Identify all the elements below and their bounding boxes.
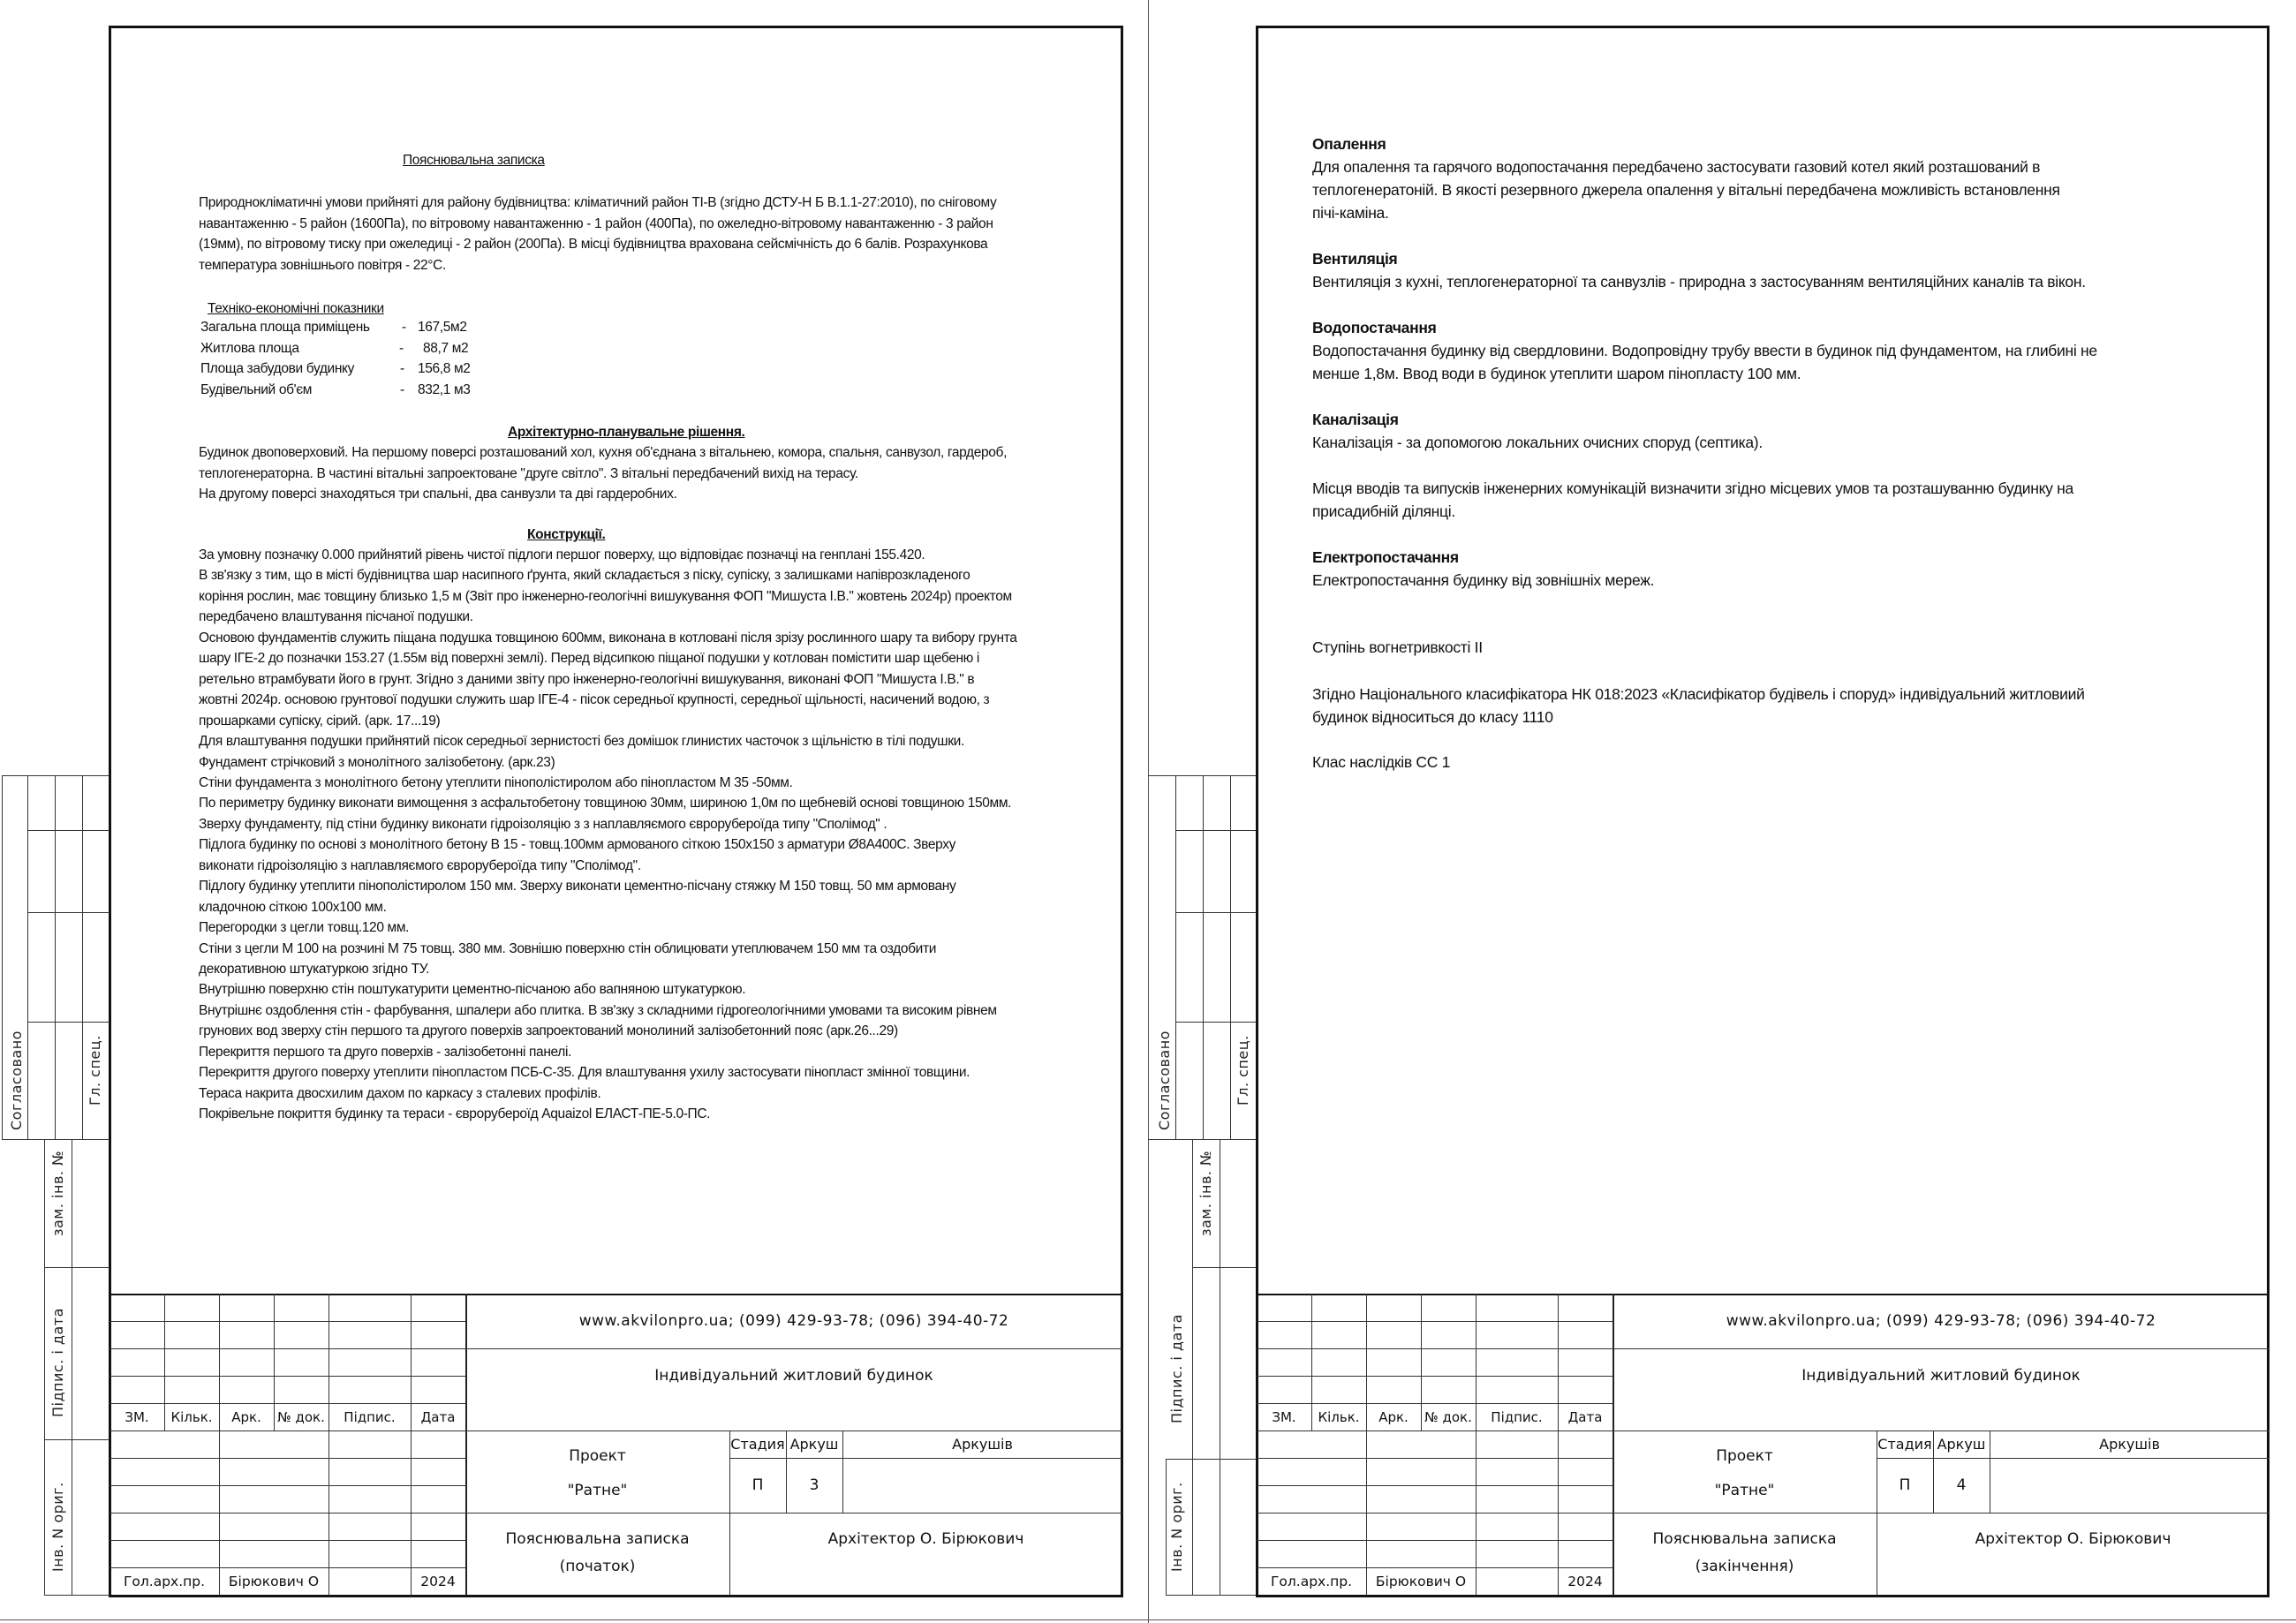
- project-label: Проект: [1716, 1447, 1773, 1466]
- section-title: Вентиляція: [1312, 250, 1398, 268]
- grid-line: [110, 1321, 465, 1322]
- grid-line: [1257, 1513, 1612, 1514]
- text-line: Зверху фундаменту, під стіни будинку виконати гідроізоляцію з з наплавляємого єврорубероїда типу "Сполімод" .: [199, 816, 887, 832]
- project-name: "Ратне": [567, 1482, 628, 1500]
- text-line: Внутрішнє оздоблення стін - фарбування, шпалери або плитка. В зв'зку з складними гідрогеологічними умовами та високим рівнем: [199, 1002, 997, 1018]
- stage-header: Стадия: [730, 1436, 785, 1453]
- text-line: Перегородки з цегли товщ.120 мм.: [199, 920, 410, 936]
- grid-line: [1612, 1513, 2270, 1514]
- text-line: декоративною штукатуркою згідно ТУ.: [199, 962, 430, 977]
- text-line: навантаженню - 5 район (1600Па), по вітровому навантаженню - 1 район (400Па), по ожеледно-вітровому навантаженню - 3 район: [199, 215, 993, 231]
- year-cell: 2024: [420, 1574, 456, 1589]
- grid-line: [1257, 1458, 1612, 1459]
- agreed-label: Согласовано: [1156, 1030, 1173, 1130]
- text-line: Для влаштування подушки прийнятий пісок середньої зернистості без домішок глинистих часточок з щільністю в тілі подушки.: [199, 734, 964, 750]
- text-line: В зв'язку з тим, що в місті будівництва шар насипного ґрунта, який складається з піску, супіску, з залишками напіврозкладеного: [199, 568, 971, 584]
- text-line: теплогенераторна. В частині вітальні запроектоване "друге світло". З вітальні передбачений вихід на терасу.: [199, 465, 858, 481]
- text-line: Для опалення та гарячого водопостачання передбачено застосувати газовий котел який розташований в: [1312, 158, 2041, 176]
- text-line: коріння рослин, має товщину близько 1,5 м (Звіт про інженерно-геологічні вишукування ФОП "Мишуста І.В." жовтень 2024р) проектом: [199, 588, 1012, 604]
- sheet-value: 3: [809, 1476, 819, 1494]
- bottom-edge: [0, 1619, 2296, 1620]
- project-label: Проект: [569, 1447, 626, 1466]
- page-divider: [1148, 0, 1149, 1623]
- text-line: Водопостачання будинку від свердловини. Водопровідну трубу ввести в будинок під фундаментом, на глибині не: [1312, 342, 2097, 359]
- object-name: Індивідуальний житловий будинок: [1801, 1367, 2081, 1385]
- grid-line: [110, 1485, 465, 1486]
- text-line: Покрівельне покриття будинку та тераси - єврорубероїд Aquaizol ЕЛАСТ-ПЕ-5.0-ПС.: [199, 1106, 711, 1122]
- sheets-value: [842, 1458, 1122, 1513]
- stage-value: П: [751, 1476, 764, 1494]
- object-name: Індивідуальний житловий будинок: [654, 1367, 933, 1385]
- text-line: Стіни фундамента з монолітного бетону утеплити пінополістиролом або пінопластом М 35 -50мм.: [199, 774, 793, 790]
- arch-section-title: Архітектурно-планувальне рішення.: [508, 425, 745, 440]
- name-cell: Бірюкович О: [1375, 1574, 1467, 1589]
- grid-line: [1257, 1540, 1612, 1541]
- sheet-value: 4: [1956, 1476, 1967, 1494]
- role-cell: Гол.арх.пр.: [123, 1574, 206, 1589]
- text-line: будинок відноситься до класу 1110: [1312, 708, 1553, 726]
- contacts-text: www.akvilonpro.ua; (099) 429-93-78; (096) 394-40-72: [1726, 1312, 2156, 1330]
- text-line: прошарками супіску, сірий. (арк. 17...19): [199, 713, 441, 728]
- sign-date-label: Підпис. і дата: [1168, 1314, 1185, 1423]
- text-line: виконати гідроізоляцію з наплавляємого єврорубероїда типу "Сполімод".: [199, 857, 641, 873]
- sheet-header: Аркуш: [789, 1436, 839, 1453]
- replaced-inv-label: зам. інв. №: [1197, 1150, 1214, 1236]
- column-header: Арк.: [231, 1408, 261, 1425]
- doc-title: Пояснювальна записка: [505, 1529, 690, 1548]
- doc-title: Пояснювальна записка: [1652, 1529, 1837, 1548]
- fire-resistance: Ступінь вогнетривкості II: [1312, 638, 1483, 656]
- page-title: Пояснювальна записка: [403, 153, 545, 168]
- grid-line: [1257, 1321, 1612, 1322]
- text-line: менше 1,8м. Ввод води в будинок утеплити шаром пінопласту 100 мм.: [1312, 365, 1801, 382]
- grid-line: [1558, 1294, 1559, 1596]
- text-line: Місця вводів та випусків інженерних комунікацій визначити згідно місцевих умов та розташуванню будинку на: [1312, 479, 2073, 497]
- contacts-text: www.akvilonpro.ua; (099) 429-93-78; (096) 394-40-72: [578, 1312, 1009, 1330]
- grid-line: [110, 1513, 465, 1514]
- grid-line: [1476, 1294, 1477, 1596]
- grid-line: [1257, 1485, 1612, 1486]
- section-title: Водопостачання: [1312, 319, 1437, 336]
- text-line: За умовну позначку 0.000 прийнятий рівень чистої підлоги першог поверху, що відповідає позначці на генплані 155.420.: [199, 547, 925, 562]
- section-title: Каналізація: [1312, 411, 1399, 428]
- text-line: шару ІГЕ-2 до позначки 153.27 (1.55м від поверхні землі). Перед відсипкою піщаної подушки у котлован помістити шар щебеню і: [199, 651, 979, 667]
- author-name: Архітектор О. Бірюкович: [827, 1529, 1024, 1548]
- text-line: Перекриття першого та друго поверхів - залізобетонні панелі.: [199, 1044, 572, 1060]
- section-title: Опалення: [1312, 135, 1386, 153]
- grid-line: [219, 1294, 220, 1596]
- chief-spec-label: Гл. спец.: [1235, 1035, 1251, 1106]
- grid-line: [1366, 1294, 1367, 1596]
- text-line: Стіни з цегли М 100 на розчині М 75 товщ. 380 мм. Зовнішю поверхню стін облицювати утеплювачем 150 мм та оздобити: [199, 940, 937, 956]
- indicator-row: Площа забудови будинку - 156,8 м2: [200, 361, 471, 376]
- grid-line: [110, 1458, 465, 1459]
- column-header: Кільк.: [1318, 1408, 1360, 1425]
- chief-spec-label: Гл. спец.: [87, 1035, 103, 1106]
- column-header: ЗМ.: [125, 1408, 149, 1425]
- text-line: грунових вод зверху стін першого та другого поверхів запроектований монолиний залізобетонний пояс (арк.26...29): [199, 1023, 898, 1039]
- role-cell: Гол.арх.пр.: [1270, 1574, 1353, 1589]
- text-line: Каналізація - за допомогою локальних очисних споруд (септика).: [1312, 434, 1763, 451]
- grid-line: [1257, 1376, 1612, 1377]
- text-line: (19мм), по вітровому тиску при ожеледиці - 2 район (200Па). В місці будівництва врахована сейсмічність до 6 балів. Розрахункова: [199, 237, 988, 252]
- column-header: Дата: [420, 1408, 456, 1425]
- text-line: Перекриття другого поверху утеплити пінопластом ПСБ-С-35. Для влаштування ухилу застосувати пінопласт змінної товщини.: [199, 1065, 971, 1081]
- indicators-title: Техніко-економічні показники: [208, 301, 384, 316]
- constr-section-title: Конструкції.: [527, 527, 606, 542]
- text-line: Будинок двоповерховий. На першому поверсі розташований хол, кухня об'єднана з вітальнею, комора, спальня, санвузол, гардероб,: [199, 445, 1008, 460]
- text-line: передбачено влаштування пісчаної подушки.: [199, 609, 473, 625]
- stage-header: Стадия: [1877, 1436, 1932, 1453]
- indicator-row: Будівельний об'єм - 832,1 м3: [200, 381, 471, 397]
- text-line: Тераса накрита двосхилим дахом по каркасу з сталевих профілів.: [199, 1085, 601, 1101]
- stage-value: П: [1899, 1476, 1911, 1494]
- sign-date-label: Підпис. і дата: [49, 1308, 66, 1417]
- sheet-header: Аркуш: [1937, 1436, 1986, 1453]
- section-title: Електропостачання: [1312, 548, 1459, 566]
- doc-subtitle: (початок): [559, 1557, 636, 1575]
- text-line: Вентиляція з кухні, теплогенераторної та санвузлів - природна з застосуванням вентиляційних каналів та вікон.: [1312, 273, 2086, 291]
- text-line: Підлогу будинку утеплити пінополістиролом 150 мм. Зверху виконати цементно-пісчану стяжку М 150 товщ. 50 мм армовану: [199, 879, 956, 895]
- replaced-inv-label: зам. інв. №: [49, 1150, 66, 1236]
- author-name: Архітектор О. Бірюкович: [1975, 1529, 2171, 1548]
- text-line: Фундамент стрічковий з монолітного залізобетону. (арк.23): [199, 754, 555, 770]
- text-line: присадибній ділянці.: [1312, 502, 1455, 520]
- column-header: Дата: [1567, 1408, 1603, 1425]
- text-line: Згідно Національного класифікатора НК 018:2023 «Класифікатор будівель і споруд» індивідуальний житловиий: [1312, 685, 2085, 703]
- text-line: теплогенератоній. В якості резервного джерела опалення у вітальні передбачена можливість встановлення: [1312, 181, 2060, 199]
- grid-line: [110, 1376, 465, 1377]
- orig-inv-label: Інв. N ориг.: [1168, 1482, 1185, 1572]
- column-header: № док.: [1424, 1408, 1472, 1425]
- indicator-row: Житлова площа - 88,7 м2: [200, 340, 469, 356]
- column-header: Підпис.: [344, 1408, 396, 1425]
- indicator-row: Загальна площа приміщень - 167,5м2: [200, 320, 467, 335]
- text-line: температура зовнішнього повітря - 22°С.: [199, 257, 446, 273]
- sheets-value: [1990, 1458, 2270, 1513]
- doc-subtitle: (закінчення): [1695, 1557, 1794, 1575]
- column-header: № док.: [277, 1408, 325, 1425]
- text-line: Підлога будинку по основі з монолітного бетону В 15 - товщ.100мм армованого сіткою 150х150 з арматури Ø8А400С. Зверху: [199, 837, 956, 853]
- name-cell: Бірюкович О: [228, 1574, 320, 1589]
- grid-line: [465, 1513, 1122, 1514]
- column-header: Кільк.: [170, 1408, 213, 1425]
- orig-inv-label: Інв. N ориг.: [49, 1482, 66, 1572]
- text-line: Основою фундаментів служить піщана подушка товщиною 600мм, виконана в котловані після зрізу рослинного шару та вибору грунта: [199, 630, 1017, 645]
- text-line: Внутрішню поверхню стін поштукатурити цементно-пісчаною або вапняною штукатуркою.: [199, 982, 746, 998]
- text-line: пічі-каміна.: [1312, 204, 1389, 222]
- year-cell: 2024: [1567, 1574, 1603, 1589]
- grid-line: [110, 1540, 465, 1541]
- text-line: ретельно втрамбувати його в грунт. Згідно з даними звіту про інженерно-геологічні вишукування, виконані ФОП "Мишуста І.В." в: [199, 671, 975, 687]
- sheets-header: Аркушів: [952, 1436, 1013, 1453]
- agreed-label: Согласовано: [8, 1030, 25, 1130]
- text-line: кладочною сіткою 100х100 мм.: [199, 899, 387, 915]
- text-line: По периметру будинку виконати вимощення з асфальтобетону товщиною 30мм, шириною 1,0м по щебневій основі товщиною 150мм.: [199, 796, 1012, 812]
- column-header: Підпис.: [1491, 1408, 1543, 1425]
- column-header: Арк.: [1378, 1408, 1409, 1425]
- column-header: ЗМ.: [1272, 1408, 1296, 1425]
- text-line: Природнокліматичні умови прийняті для району будівництва: кліматичний район ТІ-В (згідно ДСТУ-Н Б В.1.1-27:2010), по сніговому: [199, 195, 997, 210]
- consequence-class: Клас наслідків СС 1: [1312, 753, 1451, 771]
- text-line: Електропостачання будинку від зовнішніх мереж.: [1312, 571, 1655, 589]
- project-name: "Ратне": [1714, 1482, 1775, 1500]
- grid-line: [411, 1294, 412, 1596]
- grid-line: [1257, 1348, 1612, 1349]
- text-line: жовтні 2024р. основою грунтової подушки служить шар ІГЕ-4 - пісок середньої крупності, середньої щільності, насичений водою, з: [199, 692, 990, 708]
- sheets-header: Аркушів: [2099, 1436, 2160, 1453]
- text-line: На другому поверсі знаходяться три спальні, два санвузли та дві гардеробних.: [199, 487, 677, 502]
- grid-line: [110, 1348, 465, 1349]
